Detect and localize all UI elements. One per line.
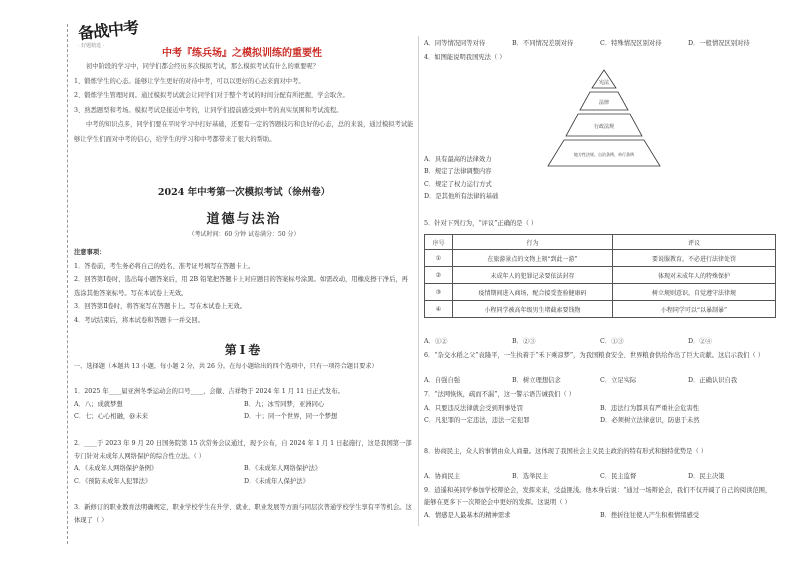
question-1 xyxy=(74,386,414,424)
table-cell: 小程同学可以“以暴制暴” xyxy=(613,301,776,318)
option-a[interactable]: A．只要违反法律就会受到刑事处罚 xyxy=(424,405,524,412)
option-c[interactable]: C．凡犯罪的一定违法，违法一定犯罪 xyxy=(424,417,530,425)
option-b[interactable]: B．②③ xyxy=(512,338,536,345)
question-7-stem: 7．“法网恢恢，疏而不漏”，这一警示语告诫我们（ ） xyxy=(424,391,575,398)
table-cell: 树立规则意识，自觉遵守法律规 xyxy=(613,284,776,301)
table-cell: 疫情期间进入商场，配合接受查验健康码 xyxy=(453,284,613,301)
option-a[interactable]: A．自强自强 xyxy=(424,377,461,384)
table-cell: 要说服教育，不必进行法律处罚 xyxy=(613,250,776,267)
question-6-options xyxy=(424,375,776,387)
option-c[interactable]: C．特殊情况区别对待 xyxy=(600,40,662,47)
question-7-options xyxy=(424,403,776,428)
option-c[interactable]: C．七；心心相融，@未来 xyxy=(74,413,149,420)
option-b[interactable]: B．选举民主 xyxy=(512,473,549,480)
question-9-options xyxy=(424,510,776,522)
option-d[interactable]: D．②④ xyxy=(688,338,712,345)
q3-options xyxy=(424,38,776,50)
question-options xyxy=(74,463,414,488)
question-2 xyxy=(74,438,414,488)
promo-outro: 中考的知识点多，同学们要在平时学习中打好基础，还要有一定的答题技巧和良好的心态，总的来说，通过模拟考试能够让学生们面对中考的信心，给学生的学习和中考都带来了很大的帮助。 xyxy=(74,121,414,143)
table-cell: 小程同学被高年级男生堵截索要钱物 xyxy=(453,301,613,318)
left-column xyxy=(74,18,414,548)
option-c[interactable]: C．民主监督 xyxy=(600,473,637,480)
question-5-options xyxy=(424,336,776,348)
option-a[interactable]: A．情感是人最基本的精神需求 xyxy=(424,512,511,519)
option-c[interactable]: C．①③ xyxy=(600,338,624,345)
note-item: 1．答卷前，考生务必将自己的姓名、准考证号填写在答题卡上。 xyxy=(74,262,255,270)
promo-item: 3、熟悉题型和考场。模拟考试是接近中考的，让同学们提前感受到中考的真实氛围和考试流程。 xyxy=(74,106,343,114)
option-a[interactable]: A．协商民主 xyxy=(424,473,461,480)
option-a[interactable]: A．具有最高的法律效力 xyxy=(424,156,492,163)
pyramid-label: 法律 xyxy=(598,100,610,106)
option-c[interactable]: C．《预防未成年人犯罪法》 xyxy=(74,477,152,485)
option-a[interactable]: A．八；成就梦想 xyxy=(74,400,123,408)
question-9-stem: 9．逍遥和英同学参加学校辩论会，发挥来来，受益匪浅。他本身后说：“通过一场辩论会，我们不仅开阔了自己的阅读范围，能够在更多下一次辩论会中更好的发挥。这说明（ ） xyxy=(424,487,772,507)
question-3 xyxy=(74,502,414,527)
brand-logo xyxy=(78,18,148,58)
promo-body xyxy=(74,60,414,148)
pyramid-label: 地方性法规、自治条例、单行条例 xyxy=(574,152,634,157)
table-cell: ② xyxy=(425,267,453,284)
option-a[interactable]: A．①② xyxy=(424,338,448,345)
note-item: 3．回答第Ⅱ卷时，将答案写在答题卡上。写在本试卷上无效。 xyxy=(74,303,247,311)
option-d[interactable]: D．正确认识自我 xyxy=(688,377,738,384)
pyramid-label: 行政法规 xyxy=(593,124,615,130)
notes-heading: 注意事项： xyxy=(74,249,106,256)
option-a[interactable]: A．同等情况同等对待 xyxy=(424,40,486,47)
note-item: 4．考试结束后，将本试卷和答题卡一并交回。 xyxy=(74,316,204,324)
question-5-stem: 5．针对下列行为，“评议”正确的是（ ） xyxy=(424,220,538,227)
table-row xyxy=(425,267,776,284)
table-row xyxy=(425,250,776,267)
evaluation-table xyxy=(424,234,776,318)
section-heading: 一、选择题（本题共 13 小题，每小题 2 分，共 26 分。在每小题给出的四个选项中，只有一项符合题目要求） xyxy=(74,363,378,370)
question-6-stem: 6．“杂交水稻之父”袁隆平，一生执着于“禾下乘凉梦”，为我国粮食安全、世界粮食供给作出了巨大贡献。这启示我们（ ） xyxy=(424,352,765,359)
question-4-stem: 4．如图能说明我国宪法（ ） xyxy=(424,54,506,61)
table-cell: ① xyxy=(425,250,453,267)
table-cell: ④ xyxy=(425,301,453,318)
table-row xyxy=(425,284,776,301)
exam-meta: （考试时间：60 分钟 试卷满分：50 分） xyxy=(188,231,300,238)
table-header: 行为 xyxy=(453,235,613,250)
note-item: 2．回答第Ⅰ卷时，选出每小题答案后，用 2B 铅笔把答题卡上对应题目的答案标号涂黑。如需改动，用橡皮擦干净后，再选涂其他答案标号。写在本试卷上无效。 xyxy=(74,276,408,297)
option-b[interactable]: B．《未成年人网络保护法》 xyxy=(244,465,322,472)
option-d[interactable]: D．一般情况区别对待 xyxy=(688,40,750,47)
table-header: 评议 xyxy=(613,235,776,250)
question-8-options xyxy=(424,471,776,483)
option-b[interactable]: B．树立理想信念 xyxy=(512,377,561,384)
promo-item: 1、锻炼学生的心态。能够让学生更好的对待中考，可以以更好的心态来面对中考。 xyxy=(74,77,305,85)
option-d[interactable]: D．十；同一个世界，同一个梦想 xyxy=(244,413,338,420)
table-cell: ③ xyxy=(425,284,453,301)
table-header: 序号 xyxy=(425,235,453,250)
promo-intro: 初中阶段的学习中，同学们都会经历多次模拟考试，那么模拟考试有什么的重要呢？ xyxy=(86,63,319,70)
option-c[interactable]: C．规定了权力运行方式 xyxy=(424,180,492,188)
table-header-row xyxy=(425,235,776,250)
option-c[interactable]: C．立足实际 xyxy=(600,377,637,384)
right-column xyxy=(424,38,776,538)
option-d[interactable]: D．民主决策 xyxy=(688,473,725,480)
binding-margin xyxy=(8,24,68,544)
option-d[interactable]: D．《未成年人保护法》 xyxy=(244,477,309,485)
option-d[interactable]: D．必须树立法律意识，防患于未然 xyxy=(600,417,700,425)
volume-title: 第Ⅰ卷 xyxy=(224,343,264,357)
table-cell: 未成年人的犯罪记录要依法封存 xyxy=(453,267,613,284)
exam-notes xyxy=(74,246,414,328)
option-b[interactable]: B．九；冰雪同梦，亚洲同心 xyxy=(244,400,325,408)
question-4-options xyxy=(424,154,776,204)
option-d[interactable]: D．是其他所有法律的基础 xyxy=(424,193,499,201)
option-a[interactable]: A．《未成年人网络保护条例》 xyxy=(74,465,158,472)
table-cell: 在旅游景点的文物上刻“到此一游” xyxy=(453,250,613,267)
exam-title: 2024 年中考第一次模拟考试（徐州卷） xyxy=(157,187,331,198)
option-b[interactable]: B．挫折往往使人产生积极情绪感受 xyxy=(600,512,700,519)
promo-title: 中考『练兵场』之模拟训练的重要性 xyxy=(162,48,322,59)
question-options xyxy=(74,399,414,424)
logo-subtext: · 好题精选 · xyxy=(78,43,105,49)
table-row xyxy=(425,301,776,318)
table-cell: 体现对未成年人的特殊保护 xyxy=(613,267,776,284)
question-stem: 3．新修订的职业教育法明确规定，职业学校学生在升学、就业、职业发展等方面与同层次普通学校学生享有平等机会。这体现了（ ） xyxy=(74,504,412,524)
subject-title: 道德与法治 xyxy=(206,212,282,227)
question-stem: 1．2025 年____届亚洲冬季运动会的口号____，会徽、吉祥物于 2024 年 1 月 11 日正式发布。 xyxy=(74,388,344,395)
promo-item: 2、锻炼学生管理时间。通过模拟考试就会让同学们对于整个考试的时间分配有所把握，学会取舍。 xyxy=(74,92,349,100)
question-8-stem: 8．协商民主，众人的事情由众人商量。这体现了我国社会主义民主政治的特有形式和独特优势是（ ） xyxy=(424,448,708,455)
question-stem: 2．____于 2023 年 9 月 20 日国务院第 15 次常务会议通过，现予公布，自 2024 年 1 月 1 日起施行，这是我国第一部专门针对未成年人网络保护的综合性立法。（ ） xyxy=(74,440,412,460)
pyramid-label: 宪法 xyxy=(598,80,610,86)
option-b[interactable]: B．不同情况差别对待 xyxy=(512,40,574,47)
option-b[interactable]: B．违法行为都具有严重社会危害性 xyxy=(600,405,700,412)
logo-text: 备战中考 xyxy=(77,17,139,44)
column-divider xyxy=(418,36,419,526)
option-b[interactable]: B．规定了法律调整内容 xyxy=(424,168,492,176)
